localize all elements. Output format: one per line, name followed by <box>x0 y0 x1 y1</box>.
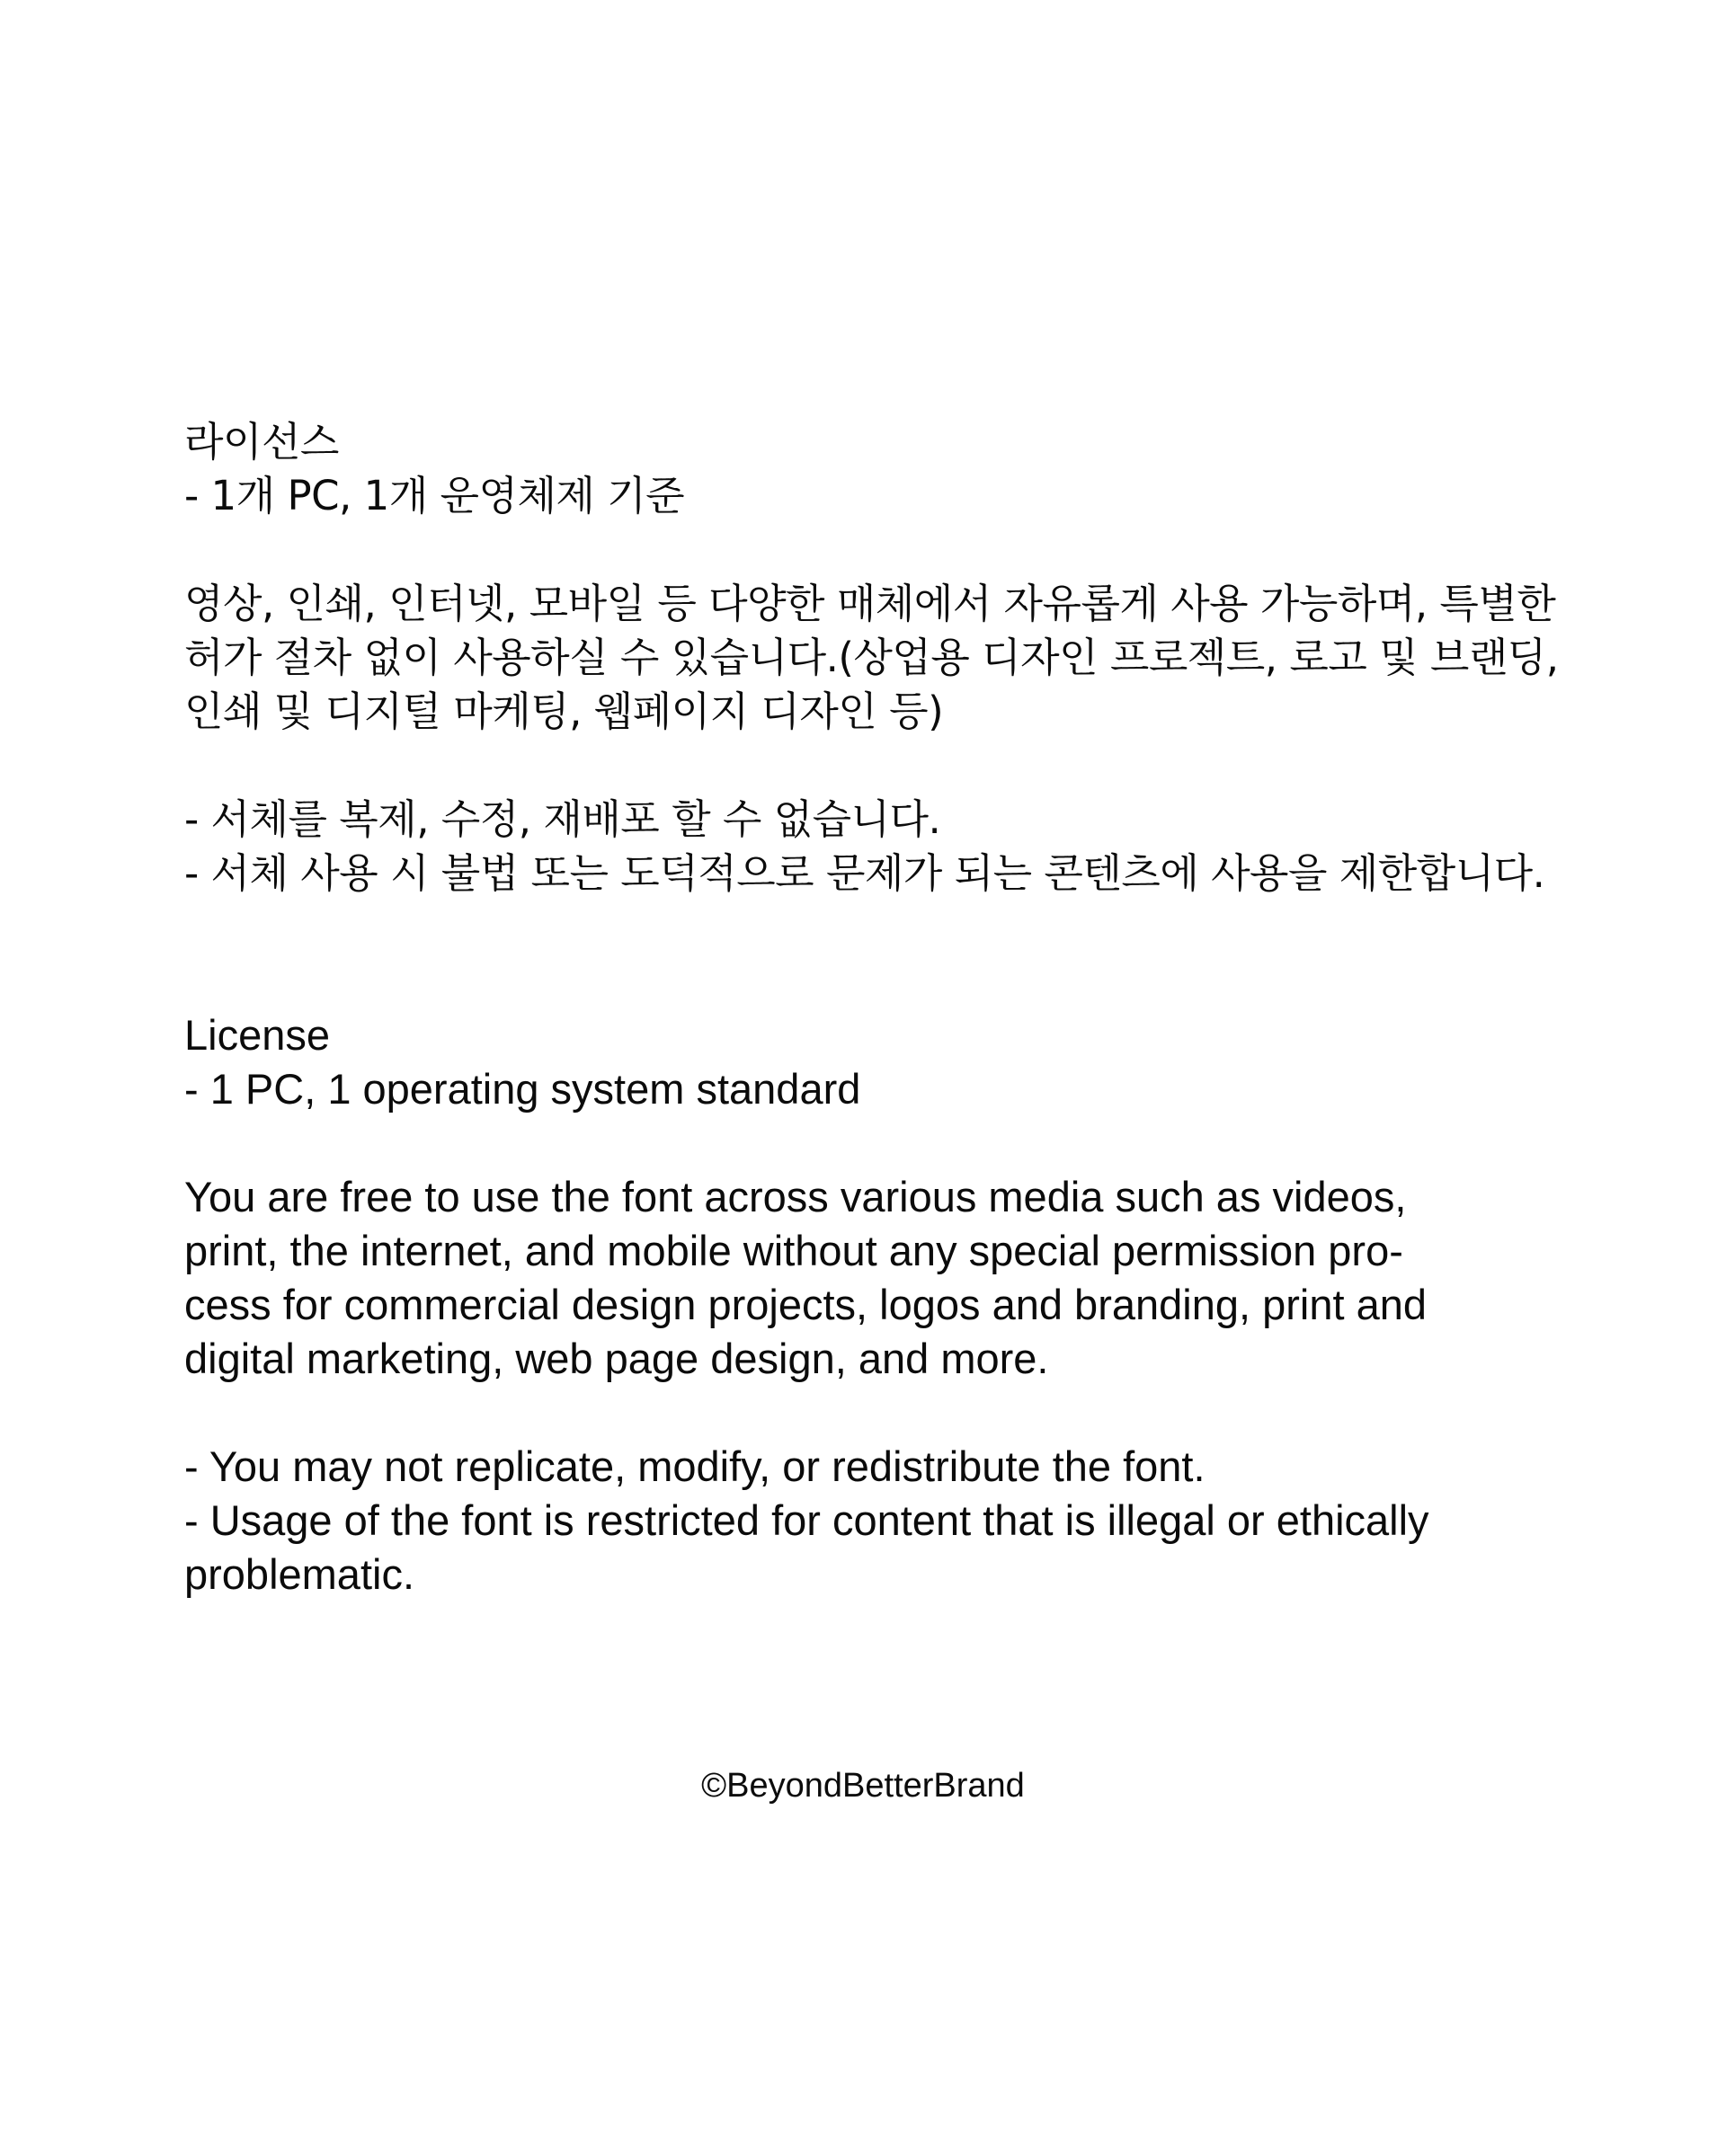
korean-restriction: - 서체 사용 시 불법 또는 도덕적으로 문제가 되는 콘텐츠에 사용을 제한합니다. <box>184 849 1545 897</box>
english-description-line: digital marketing, web page design, and more. <box>184 1335 1049 1382</box>
english-restriction: - You may not replicate, modify, or redistribute the font. <box>184 1442 1206 1490</box>
korean-description-line: 영상, 인쇄, 인터넷, 모바일 등 다양한 매체에서 자유롭게 사용 가능하며, 특별한 <box>184 580 1556 627</box>
korean-license-section <box>184 415 1587 901</box>
english-title: License <box>184 1011 330 1059</box>
english-restriction: - Usage of the font is restricted for content that is illegal or ethically <box>184 1496 1429 1544</box>
korean-basis: - 1개 PC, 1개 운영체제 기준 <box>184 472 685 519</box>
korean-description-line: 허가 절차 없이 사용하실 수 있습니다.(상업용 디자인 프로젝트, 로고 및 브랜딩, <box>184 634 1559 681</box>
english-basis: - 1 PC, 1 operating system standard <box>184 1065 861 1113</box>
english-description-line: cess for commercial design projects, logos and branding, print and <box>184 1281 1428 1328</box>
license-document <box>184 415 1587 1601</box>
english-description-line: You are free to use the font across various media such as videos, <box>184 1173 1407 1220</box>
korean-description-line: 인쇄 및 디지털 마케팅, 웹페이지 디자인 등) <box>184 688 944 735</box>
english-description-line: print, the internet, and mobile without any special permission pro- <box>184 1227 1403 1274</box>
english-license-section <box>184 1008 1587 1601</box>
copyright-footer: ©BeyondBetterBrand <box>701 1767 1025 1805</box>
korean-restriction: - 서체를 복제, 수정, 재배포 할 수 없습니다. <box>184 795 941 843</box>
korean-title: 라이선스 <box>184 418 339 466</box>
english-restriction: problematic. <box>184 1550 414 1598</box>
